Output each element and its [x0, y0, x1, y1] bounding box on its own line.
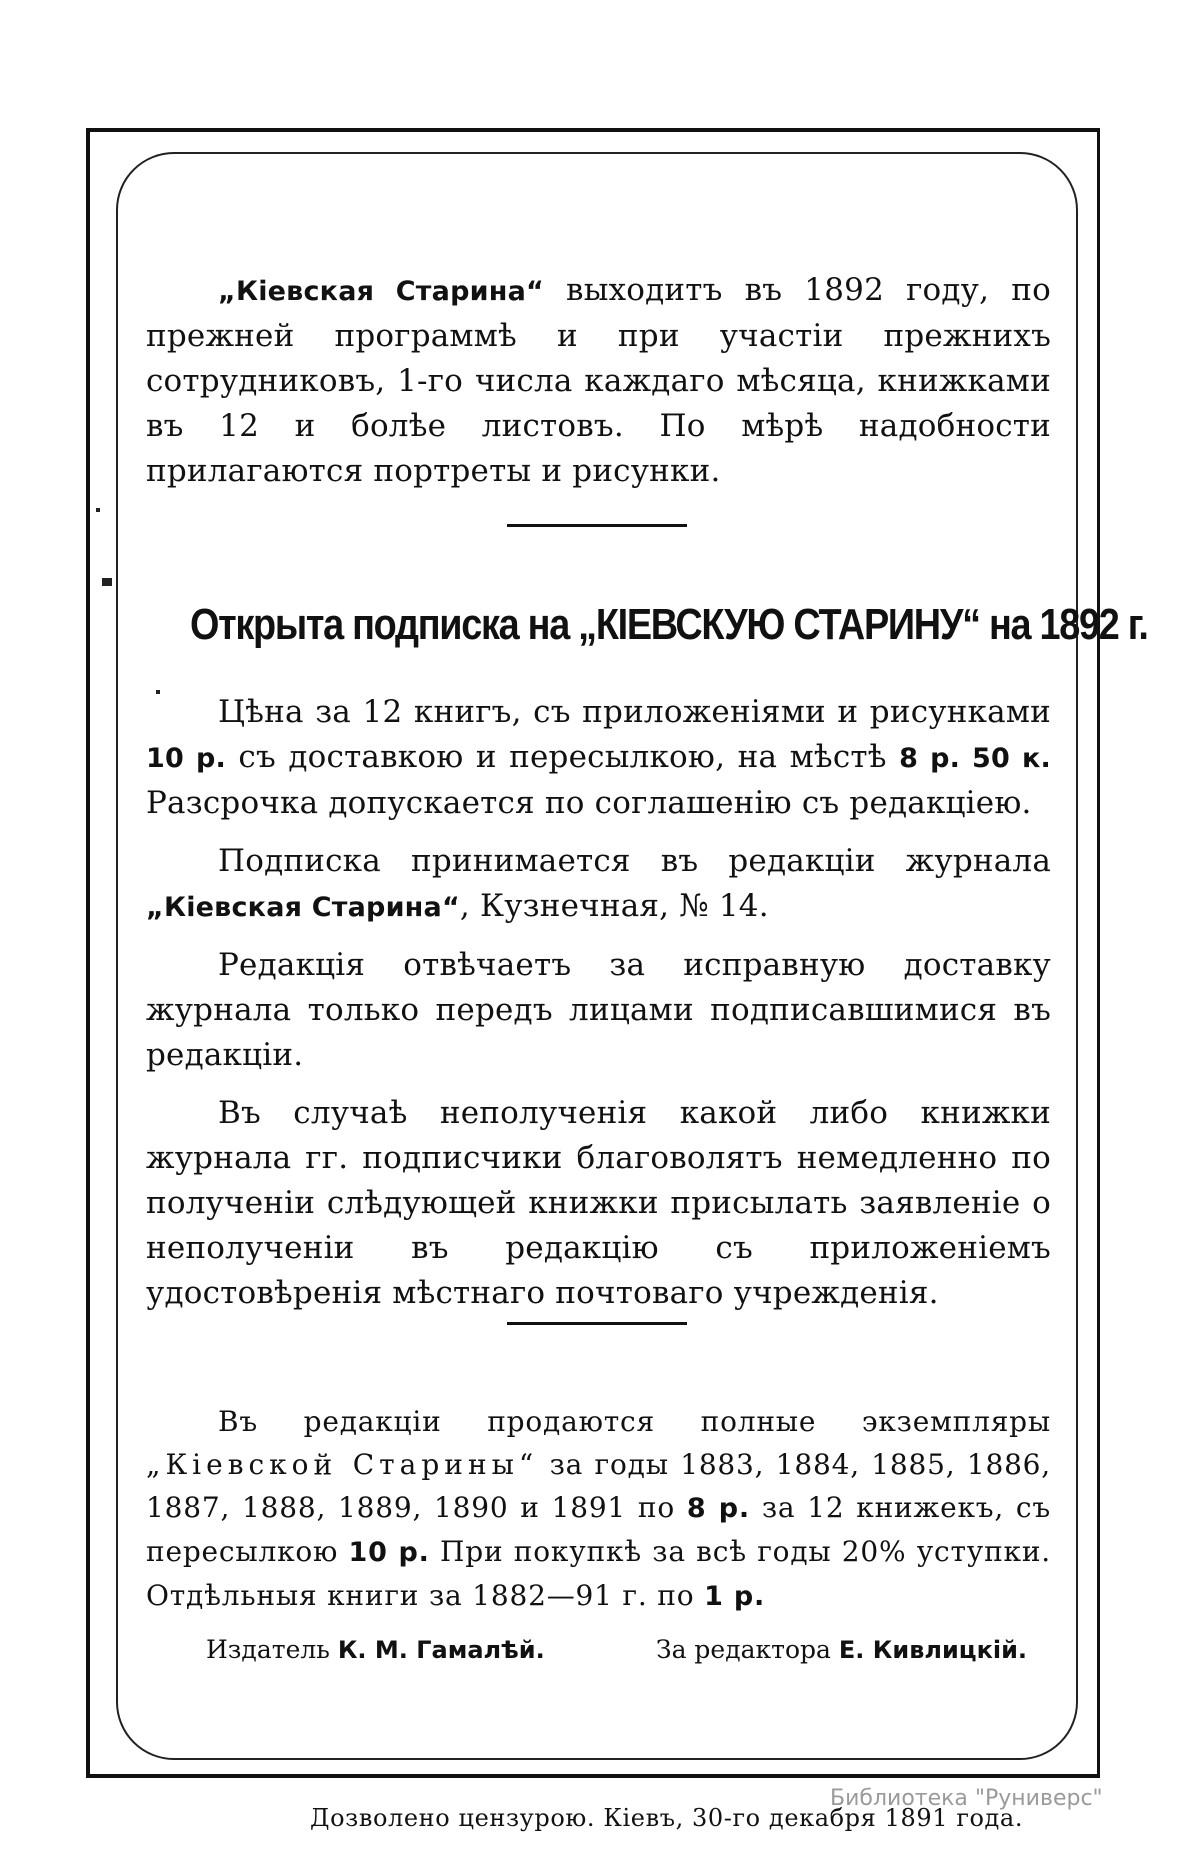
subscription-section	[146, 690, 1051, 1316]
journal-name: „Кіевская Старина“	[146, 892, 460, 923]
back-issues-text: за 12 книжекъ, съ пересылкою	[146, 1491, 1052, 1568]
back-issues-text: Въ редакціи продаются полные экземпляры	[218, 1405, 1051, 1438]
publisher-label: Издатель	[206, 1635, 338, 1664]
ink-speck	[96, 508, 100, 512]
library-watermark: Библиотека "Руниверс"	[830, 1786, 1103, 1811]
price-text: Разсрочка допускается по соглашенію съ редакціею.	[146, 785, 1032, 821]
price-single: 1 р.	[704, 1581, 766, 1612]
ink-speck	[156, 690, 160, 694]
publisher-name: К. М. Гамалѣй.	[337, 1636, 545, 1664]
divider-bottom	[507, 1322, 687, 1325]
editor-signature	[656, 1635, 1027, 1664]
price-local: 8 р. 50 к.	[899, 743, 1052, 774]
price-post: 10 р.	[348, 1537, 430, 1568]
back-issues-paragraph	[146, 1400, 1051, 1618]
publisher-signature	[206, 1635, 545, 1664]
divider-top	[507, 524, 687, 527]
price-delivery: 10 р.	[146, 743, 226, 774]
back-issues-text: за годы 1883, 1884, 1885, 1886, 1887, 1888, 1889, 1890 и 1891 по	[146, 1448, 1051, 1524]
responsibility-paragraph: Редакція отвѣчаетъ за исправную доставку журнала только передъ лицами подписавшимися въ редакціи.	[146, 947, 1051, 1073]
editor-label: За редактора	[656, 1635, 839, 1664]
back-issues-section	[146, 1400, 1051, 1618]
ink-speck	[102, 578, 112, 586]
price-paragraph	[146, 690, 1051, 826]
editor-name: Е. Кивлицкій.	[838, 1636, 1028, 1664]
censorship-note: Дозволено цензурою. Кіевъ, 30-го декабря 1891 года.	[310, 1804, 1024, 1832]
subscription-heading: Открыта подписка на „КІЕВСКУЮ СТАРИНУ“ на 1892 г.	[190, 600, 1148, 649]
journal-name: „Кіевской Старины“	[146, 1448, 539, 1481]
missing-issue-paragraph: Въ случаѣ неполученія какой либо книжки журнала гг. подписчики благоволятъ немедленно по полученіи слѣдующей книжки присылать заявленіе о неполученіи въ редакцію съ приложеніемъ удостовѣренія мѣстнаго почтоваго учрежденія.	[146, 1095, 1051, 1311]
intro-section	[146, 268, 1051, 494]
price-set: 8 р.	[686, 1493, 750, 1524]
journal-name: „Кіевская Старина“	[218, 276, 544, 307]
price-text: Цѣна за 12 книгъ, съ приложеніями и рисунками	[218, 694, 1051, 730]
price-text: съ доставкою и пересылкою, на мѣстѣ	[225, 739, 900, 775]
office-text: Подписка принимается въ редакціи журнала	[218, 843, 1051, 879]
office-text: , Кузнечная, № 14.	[459, 888, 769, 924]
back-issues-text: При покупкѣ за всѣ годы 20% уступки. Отдѣльныя книги за 1882—91 г. по	[146, 1535, 1051, 1612]
office-paragraph	[146, 839, 1051, 930]
intro-text: выходитъ въ 1892 году, по прежней программѣ и при участіи прежнихъ сотрудниковъ, 1-го числа каждаго мѣсяца, книжками въ 12 и болѣе листовъ. По мѣрѣ надобности прилагаются портреты и рисунки.	[146, 272, 1051, 489]
intro-paragraph	[146, 268, 1051, 494]
